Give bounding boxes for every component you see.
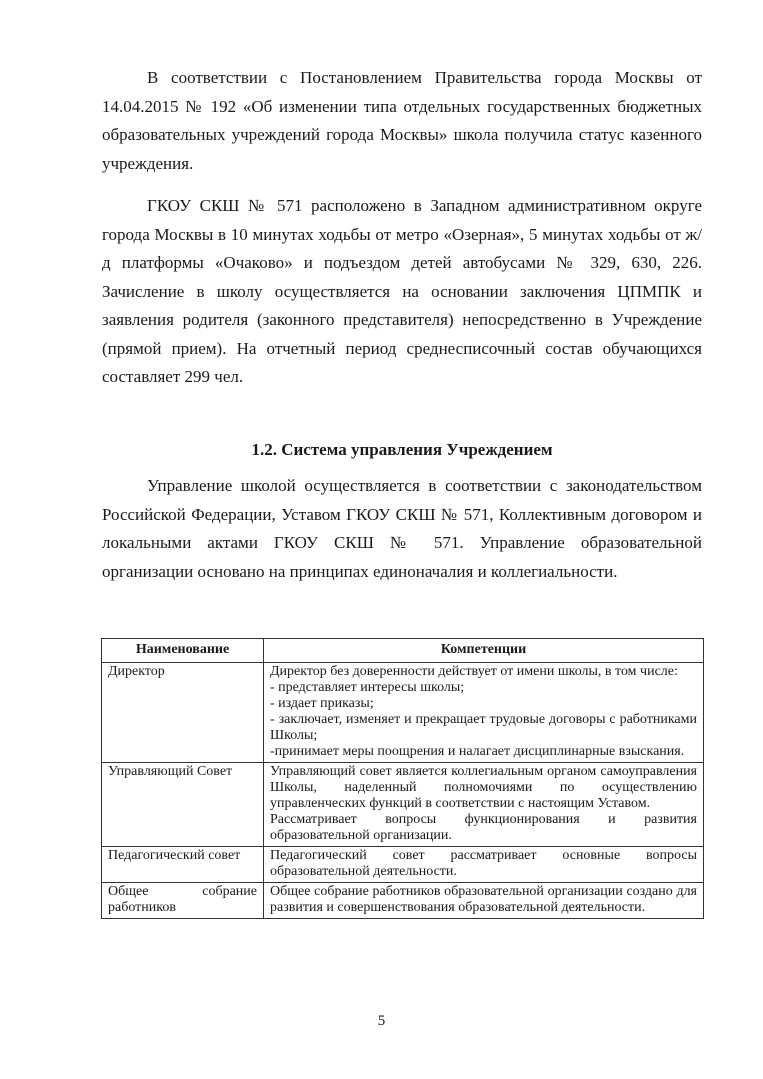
header-competence: Компетенции — [264, 639, 704, 663]
row-name: Педагогический совет — [102, 847, 264, 883]
table-row — [102, 883, 704, 919]
row-competence: Общее собрание работников образовательной организации создано для развития и совершенствования образовательной деятельности. — [264, 883, 704, 919]
header-name: Наименование — [102, 639, 264, 663]
paragraph-legal-status: В соответствии с Постановлением Правительства города Москвы от 14.04.2015 № 192 «Об изменении типа отдельных государственных бюджетных образовательных учреждений города Москвы» школа получила статус казенного учреждения. — [102, 68, 702, 173]
section-heading: 1.2. Система управления Учреждением — [251, 440, 553, 459]
table-header-row — [102, 639, 704, 663]
paragraph-location: ГКОУ СКШ № 571 расположено в Западном административном округе города Москвы в 10 минутах ходьбы от метро «Озерная», 5 минутах ходьбы от ж/д платформы «Очаково» и подъездом детей автобусами № 329, 630, 226. Зачисление в школу осуществляется на основании заключения ЦПМПК и заявления родителя (законного представителя) непосредственно в Учреждение (прямой прием). На отчетный период среднесписочный состав обучающихся составляет 299 чел. — [102, 196, 702, 386]
row-competence: Директор без доверенности действует от имени школы, в том числе: - представляет интересы школы; - издает приказы; - заключает, изменяет и прекращает трудовые договоры с работниками Школы; -принимает меры поощрения и налагает дисциплинарные взыскания. — [264, 663, 704, 763]
row-competence: Педагогический совет рассматривает основные вопросы образовательной деятельности. — [264, 847, 704, 883]
table-row — [102, 847, 704, 883]
page-number: 5 — [377, 1013, 386, 1029]
paragraph-block-3 — [102, 472, 702, 586]
row-name: Управляющий Совет — [102, 763, 264, 847]
row-name: Директор — [102, 663, 264, 763]
paragraph-block-2 — [102, 192, 702, 392]
row-competence: Управляющий совет является коллегиальным органом самоуправления Школы, наделенный полномочиями по осуществлению управленческих функций в соответствии с настоящим Уставом. Рассматривает вопросы функционирования и развития образовательной организации. — [264, 763, 704, 847]
paragraph-management: Управление школой осуществляется в соответствии с законодательством Российской Федерации, Уставом ГКОУ СКШ № 571, Коллективным договором и локальными актами ГКОУ СКШ № 571. Управление образовательной организации основано на принципах единоначалия и коллегиальности. — [102, 476, 702, 581]
table-row — [102, 763, 704, 847]
competence-table — [101, 638, 704, 919]
row-name: Общее собрание работников — [102, 883, 264, 919]
table-row — [102, 663, 704, 763]
paragraph-block-1 — [102, 64, 702, 178]
